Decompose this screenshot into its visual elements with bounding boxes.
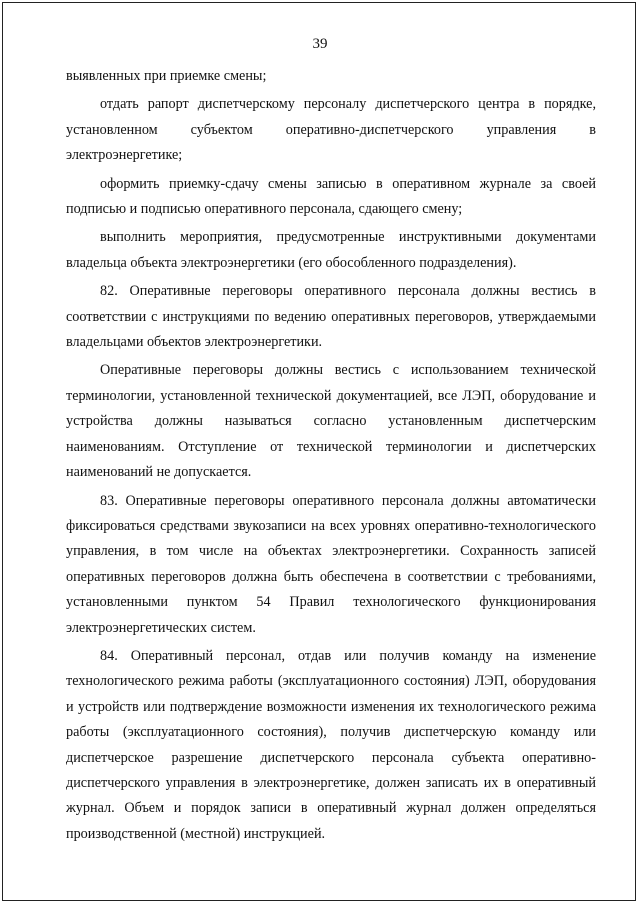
page-number: 39 (312, 36, 328, 52)
paragraph-82: 82. Оперативные переговоры оперативного персонала должны вестись в соответствии с инструкциями по ведению оперативных переговоров, утверждаемыми владельцами объектов электроэнергетики. (66, 283, 596, 351)
paragraph-terminology: Оперативные переговоры должны вестись с использованием технической терминологии, установленной технической документацией, все ЛЭП, оборудование и устройства должны называться согласно установленным диспетчерским наименованиям. Отступление от технической терминологии и диспетчерских наименований не допускается. (66, 362, 596, 481)
paragraph-continuation: выявленных при приемке смены; (66, 68, 267, 84)
paragraph-84: 84. Оперативный персонал, отдав или получив команду на изменение технологического режима работы (эксплуатационного состояния) ЛЭП, оборудования и устройств или подтверждение возможности изменения их технологического режима работы (эксплуатационного состояния), получив диспетчерскую команду или диспетчерское разрешение диспетчерского персонала субъекта оперативно-диспетчерского управления в электроэнергетике, должен записать их в оперативный журнал. Объем и порядок записи в оперативный журнал должен определяться производственной (местной) инструкцией. (66, 647, 596, 842)
document-body (66, 64, 596, 847)
paragraph-measures: выполнить мероприятия, предусмотренные инструктивными документами владельца объекта электроэнергетики (его обособленного подразделения). (66, 229, 596, 271)
paragraph-83: 83. Оперативные переговоры оперативного персонала должны автоматически фиксироваться средствами звукозаписи на всех уровнях оперативно-технологического управления, в том числе на объектах электроэнергетики. Сохранность записей оперативных переговоров должна быть обеспечена в соответствии с требованиями, установленными пунктом 54 Правил технологического функционирования электроэнергетических систем. (66, 492, 596, 636)
paragraph-report: отдать рапорт диспетчерскому персоналу диспетчерского центра в порядке, установленном субъектом оперативно-диспетчерского управления в электроэнергетике; (66, 96, 596, 164)
paragraph-shift-record: оформить приемку-сдачу смены записью в оперативном журнале за своей подписью и подписью оперативного персонала, сдающего смену; (66, 175, 596, 218)
